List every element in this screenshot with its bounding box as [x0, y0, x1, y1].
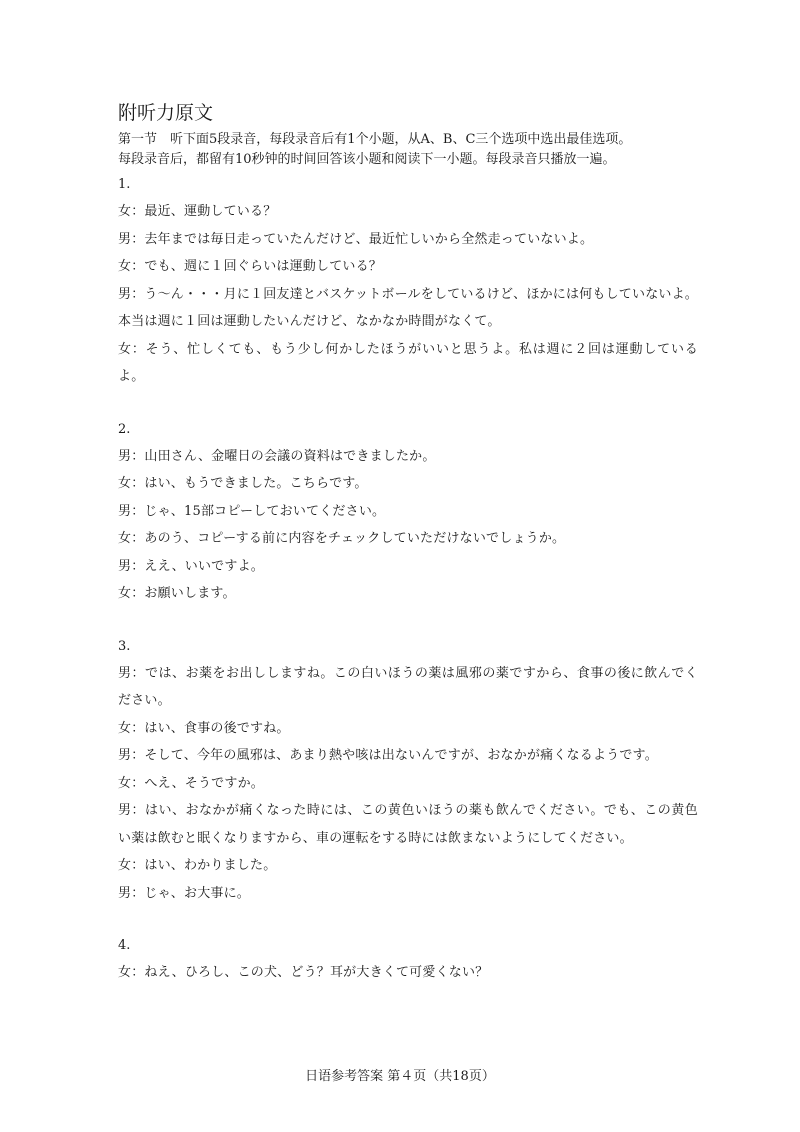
dialogue-number: 4.	[118, 938, 131, 953]
dialogue-line: 男：では、お薬をお出ししますね。この白いほうの薬は風邪の薬ですから、食事の後に飲んでください。	[118, 665, 698, 708]
dialogue-2	[118, 417, 698, 608]
dialogue-line: 男：去年までは毎日走っていたんだけど、最近忙しいから全然走っていないよ。	[118, 231, 594, 247]
dialogue-line: 男：そして、今年の風邪は、あまり熱や咳は出ないんですが、おなかが痛くなるようです。	[118, 748, 658, 763]
dialogue-line: 男：う～ん・・・月に１回友達とバスケットボールをしているけど、ほかには何もしていないよ。本当は週に１回は運動したいんだけど、なかなか時間がなくて。	[118, 286, 698, 329]
dialogue-number: 2.	[118, 421, 131, 437]
dialogue-line: 男：はい、おなかが痛くなった時には、この黄色いほうの薬も飲んでください。でも、この黄色い薬は飲むと眠くなりますから、車の運転をする時には飲まないようにしてください。	[118, 803, 698, 846]
instruction-line-2: 每段录音后，都留有10秒钟的时间回答该小题和阅读下一小题。每段录音只播放一遍。	[118, 152, 616, 167]
dialogue-line: 女：そう、忙しくても、もう少し何かしたほうがいいと思うよ。私は週に２回は運動しているよ。	[118, 341, 698, 384]
dialogue-line: 男：山田さん、金曜日の会議の資料はできましたか。	[118, 448, 436, 464]
dialogue-number: 1.	[118, 177, 131, 192]
dialogue-line: 女：はい、食事の後ですね。	[118, 720, 290, 736]
instruction-line-1: 第一节 听下面5段录音，每段录音后有1个小题，从A、B、C三个选项中选出最佳选项。	[118, 132, 632, 147]
dialogue-line: 女：最近、運動している？	[118, 204, 277, 219]
dialogue-line: 女：はい、わかりました。	[118, 858, 277, 873]
dialogue-line: 女：ねえ、ひろし、この犬、どう？耳が大きくて可愛くない？	[118, 965, 489, 980]
instructions	[118, 130, 698, 170]
dialogue-line: 女：お願いします。	[118, 586, 236, 601]
dialogue-line: 女：でも、週に１回ぐらいは運動している？	[118, 259, 383, 274]
dialogue-line: 女：へえ、そうですか。	[118, 775, 264, 791]
dialogue-line: 女：あのう、コピーする前に内容をチェックしていただけないでしょうか。	[118, 531, 566, 546]
dialogue-3	[118, 634, 698, 908]
document-body	[118, 100, 698, 987]
page-title: 附听力原文	[118, 102, 214, 124]
dialogue-line: 男：じゃ、15部コピーしておいてください。	[118, 503, 386, 519]
dialogue-line: 男：ええ、いいですよ。	[118, 558, 264, 574]
dialogue-1	[118, 172, 698, 391]
dialogue-4	[118, 933, 698, 987]
dialogue-line: 男：じゃ、お大事に。	[118, 885, 251, 901]
dialogue-line: 女：はい、もうできました。こちらです。	[118, 476, 368, 491]
dialogue-number: 3.	[118, 638, 131, 654]
page-footer: 日语参考答案 第４页（共18页）	[305, 1069, 495, 1084]
